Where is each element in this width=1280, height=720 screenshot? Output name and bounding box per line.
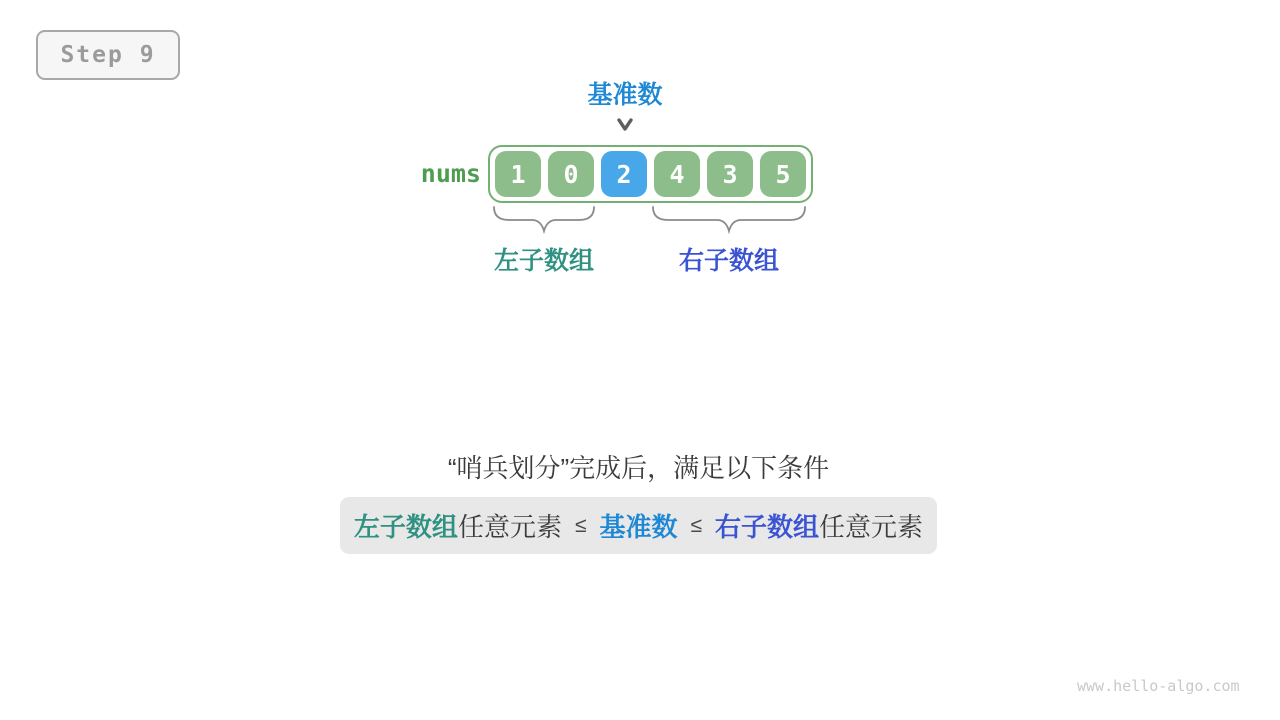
array-cell-pivot: 2 [601, 151, 647, 197]
less-equal-operator: ≤ [574, 513, 587, 537]
right-subarray-brace [651, 206, 807, 234]
condition-segment: 任意元素 [457, 512, 562, 542]
array-cell: 1 [495, 151, 541, 197]
arrow-down-icon [616, 116, 634, 134]
condition-segment: 基准数 [599, 512, 678, 542]
condition-segment: 任意元素 [819, 512, 924, 542]
step-badge-label: Step 9 [60, 42, 156, 68]
condition-box [340, 497, 937, 554]
caption-text: “哨兵划分”完成后，满足以下条件 [447, 453, 830, 483]
left-subarray-label: 左子数组 [493, 247, 595, 275]
right-subarray-label: 右子数组 [678, 247, 780, 275]
less-equal-operator: ≤ [690, 513, 703, 537]
pivot-label: 基准数 [587, 81, 663, 109]
left-subarray-brace [492, 206, 596, 234]
array-container [488, 145, 813, 203]
array-name-label: nums [420, 159, 481, 188]
condition-segment: 右子数组 [715, 512, 820, 542]
array-cell: 5 [760, 151, 806, 197]
step-badge [36, 30, 180, 80]
array-cell: 0 [548, 151, 594, 197]
watermark: www.hello-algo.com [1077, 677, 1240, 695]
array-cell: 3 [707, 151, 753, 197]
array-cell: 4 [654, 151, 700, 197]
condition-segment: 左子数组 [353, 512, 458, 542]
